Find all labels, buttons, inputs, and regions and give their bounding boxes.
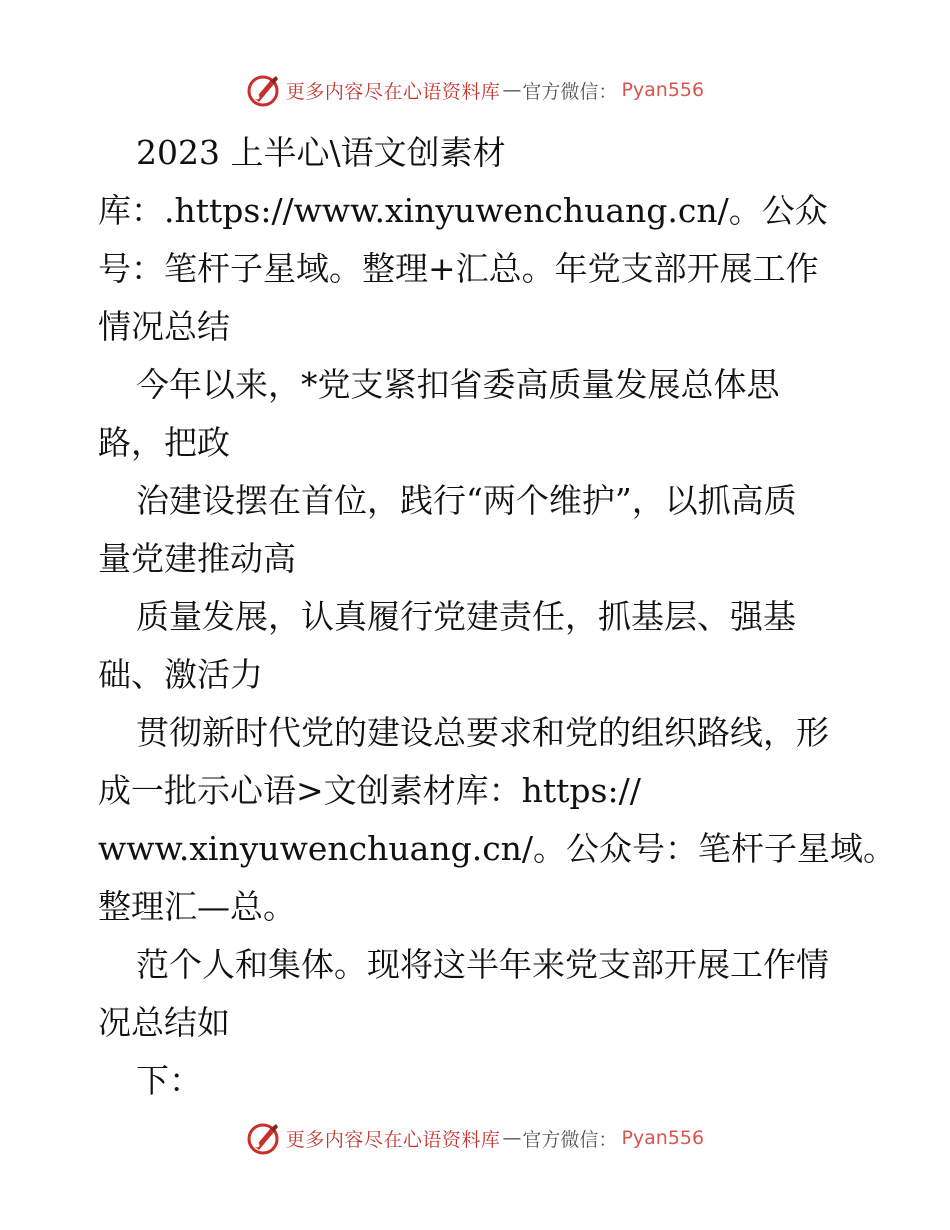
brush-logo-icon [246,1121,280,1155]
banner-contact-id: Pyan556 [621,1127,705,1149]
body-line: 库：.https://www.xinyuwenchuang.cn/。公众 [98,191,828,230]
body-line: 下： [136,1061,202,1100]
body-line: 范个人和集体。现将这半年来党支部开展工作情 [136,945,829,984]
body-line: 量党建推动高 [98,539,296,578]
body-line: 2023 上半心\语文创素材 [136,133,506,172]
body-line: 贯彻新时代党的建设总要求和党的组织路线，形 [136,713,829,752]
footer-banner [0,1118,950,1158]
body-line: 情况总结 [98,307,230,346]
banner-separator: — [502,1127,521,1149]
body-line: 况总结如 [98,1003,230,1042]
body-line: 质量发展，认真履行党建责任，抓基层、强基 [136,597,796,636]
banner-contact-label: 官方微信： [522,1128,618,1151]
banner-title: 更多内容尽在心语资料库 [285,1128,501,1151]
banner-title: 更多内容尽在心语资料库 [285,80,501,103]
header-banner [0,70,950,110]
body-line: 今年以来，*党支紧扣省委高质量发展总体思 [136,365,780,404]
body-line: www.xinyuwenchuang.cn/。公众号：笔杆子星域。 [98,829,897,868]
banner-contact-id: Pyan556 [621,79,705,101]
body-line: 础、激活力 [98,655,263,694]
banner-contact-label: 官方微信： [522,80,618,103]
body-line: 路，把政 [98,423,230,462]
body-line: 治建设摆在首位，践行“两个维护”，以抓高质 [136,481,797,520]
body-line: 成一批示心语>文创素材库：https:// [98,771,641,810]
brush-logo-icon [246,73,280,107]
body-line: 号：笔杆子星域。整理+汇总。年党支部开展工作 [98,249,819,288]
banner-separator: — [502,79,521,101]
document-body [98,124,897,1110]
body-line: 整理汇—总。 [98,887,296,926]
